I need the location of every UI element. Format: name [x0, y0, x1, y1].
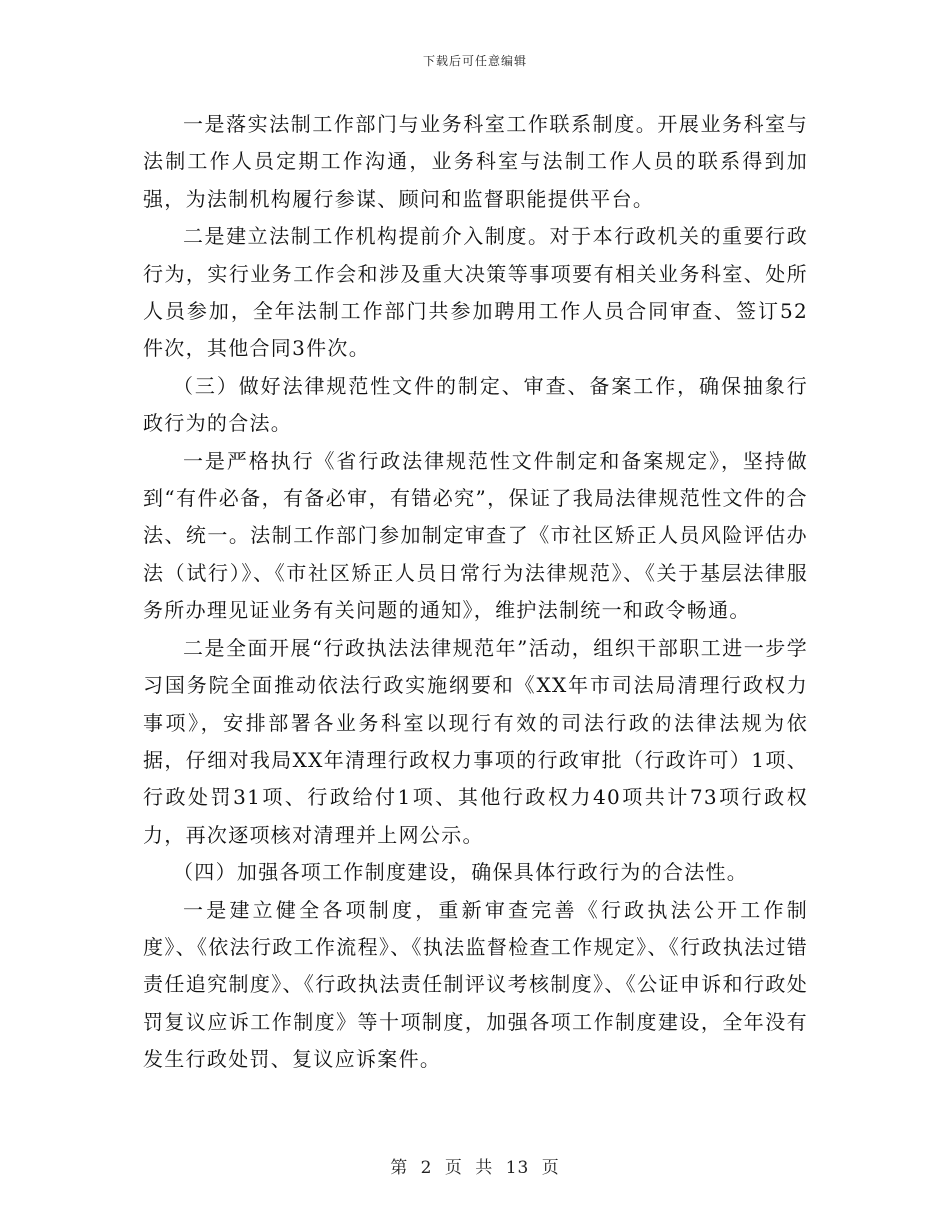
paragraph: 二是全面开展“行政执法法律规范年”活动，组织干部职工进一步学习国务院全面推动依法行政实施纲要和《XX年市司法局清理行政权力事项》，安排部署各业务科室以现行有效的司法行政的法律法规为依据，仔细对我局XX年清理行政权力事项的行政审批（行政许可）1项、行政处罚31项、行政给付1项、其他行政权力40项共计73项行政权力，再次逐项核对清理并上网公示。: [143, 635, 808, 847]
paragraph: 二是建立法制工作机构提前介入制度。对于本行政机关的重要行政行为，实行业务工作会和涉及重大决策等事项要有相关业务科室、处所人员参加，全年法制工作部门共参加聘用工作人员合同审查、签订52件次，其他合同3件次。: [143, 224, 808, 361]
paragraph: 一是建立健全各项制度，重新审查完善《行政执法公开工作制度》、《依法行政工作流程》、《执法监督检查工作规定》、《行政执法过错责任追究制度》、《行政执法责任制评议考核制度》、《公证申诉和行政处罚复议应诉工作制度》等十项制度，加强各项工作制度建设，全年没有发生行政处罚、复议应诉案件。: [143, 897, 808, 1072]
page-footer: 第 2 页 共 13 页: [390, 1158, 560, 1178]
paragraph: 一是严格执行《省行政法律规范性文件制定和备案规定》，坚持做到“有件必备，有备必审，有错必究”，保证了我局法律规范性文件的合法、统一。法制工作部门参加制定审查了《市社区矫正人员风险评估办法（试行）》、《市社区矫正人员日常行为法律规范》、《关于基层法律服务所办理见证业务有关问题的通知》，维护法制统一和政令畅通。: [143, 448, 808, 623]
paragraph: 一是落实法制工作部门与业务科室工作联系制度。开展业务科室与法制工作人员定期工作沟通，业务科室与法制工作人员的联系得到加强，为法制机构履行参谋、顾问和监督职能提供平台。: [143, 112, 808, 211]
section-heading: （三）做好法律规范性文件的制定、审查、备案工作，确保抽象行政行为的合法。: [143, 373, 808, 436]
page-header: 下载后可任意编辑: [422, 54, 527, 68]
section-heading: （四）加强各项工作制度建设，确保具体行政行为的合法性。: [173, 860, 749, 885]
document-body: [143, 106, 808, 1079]
